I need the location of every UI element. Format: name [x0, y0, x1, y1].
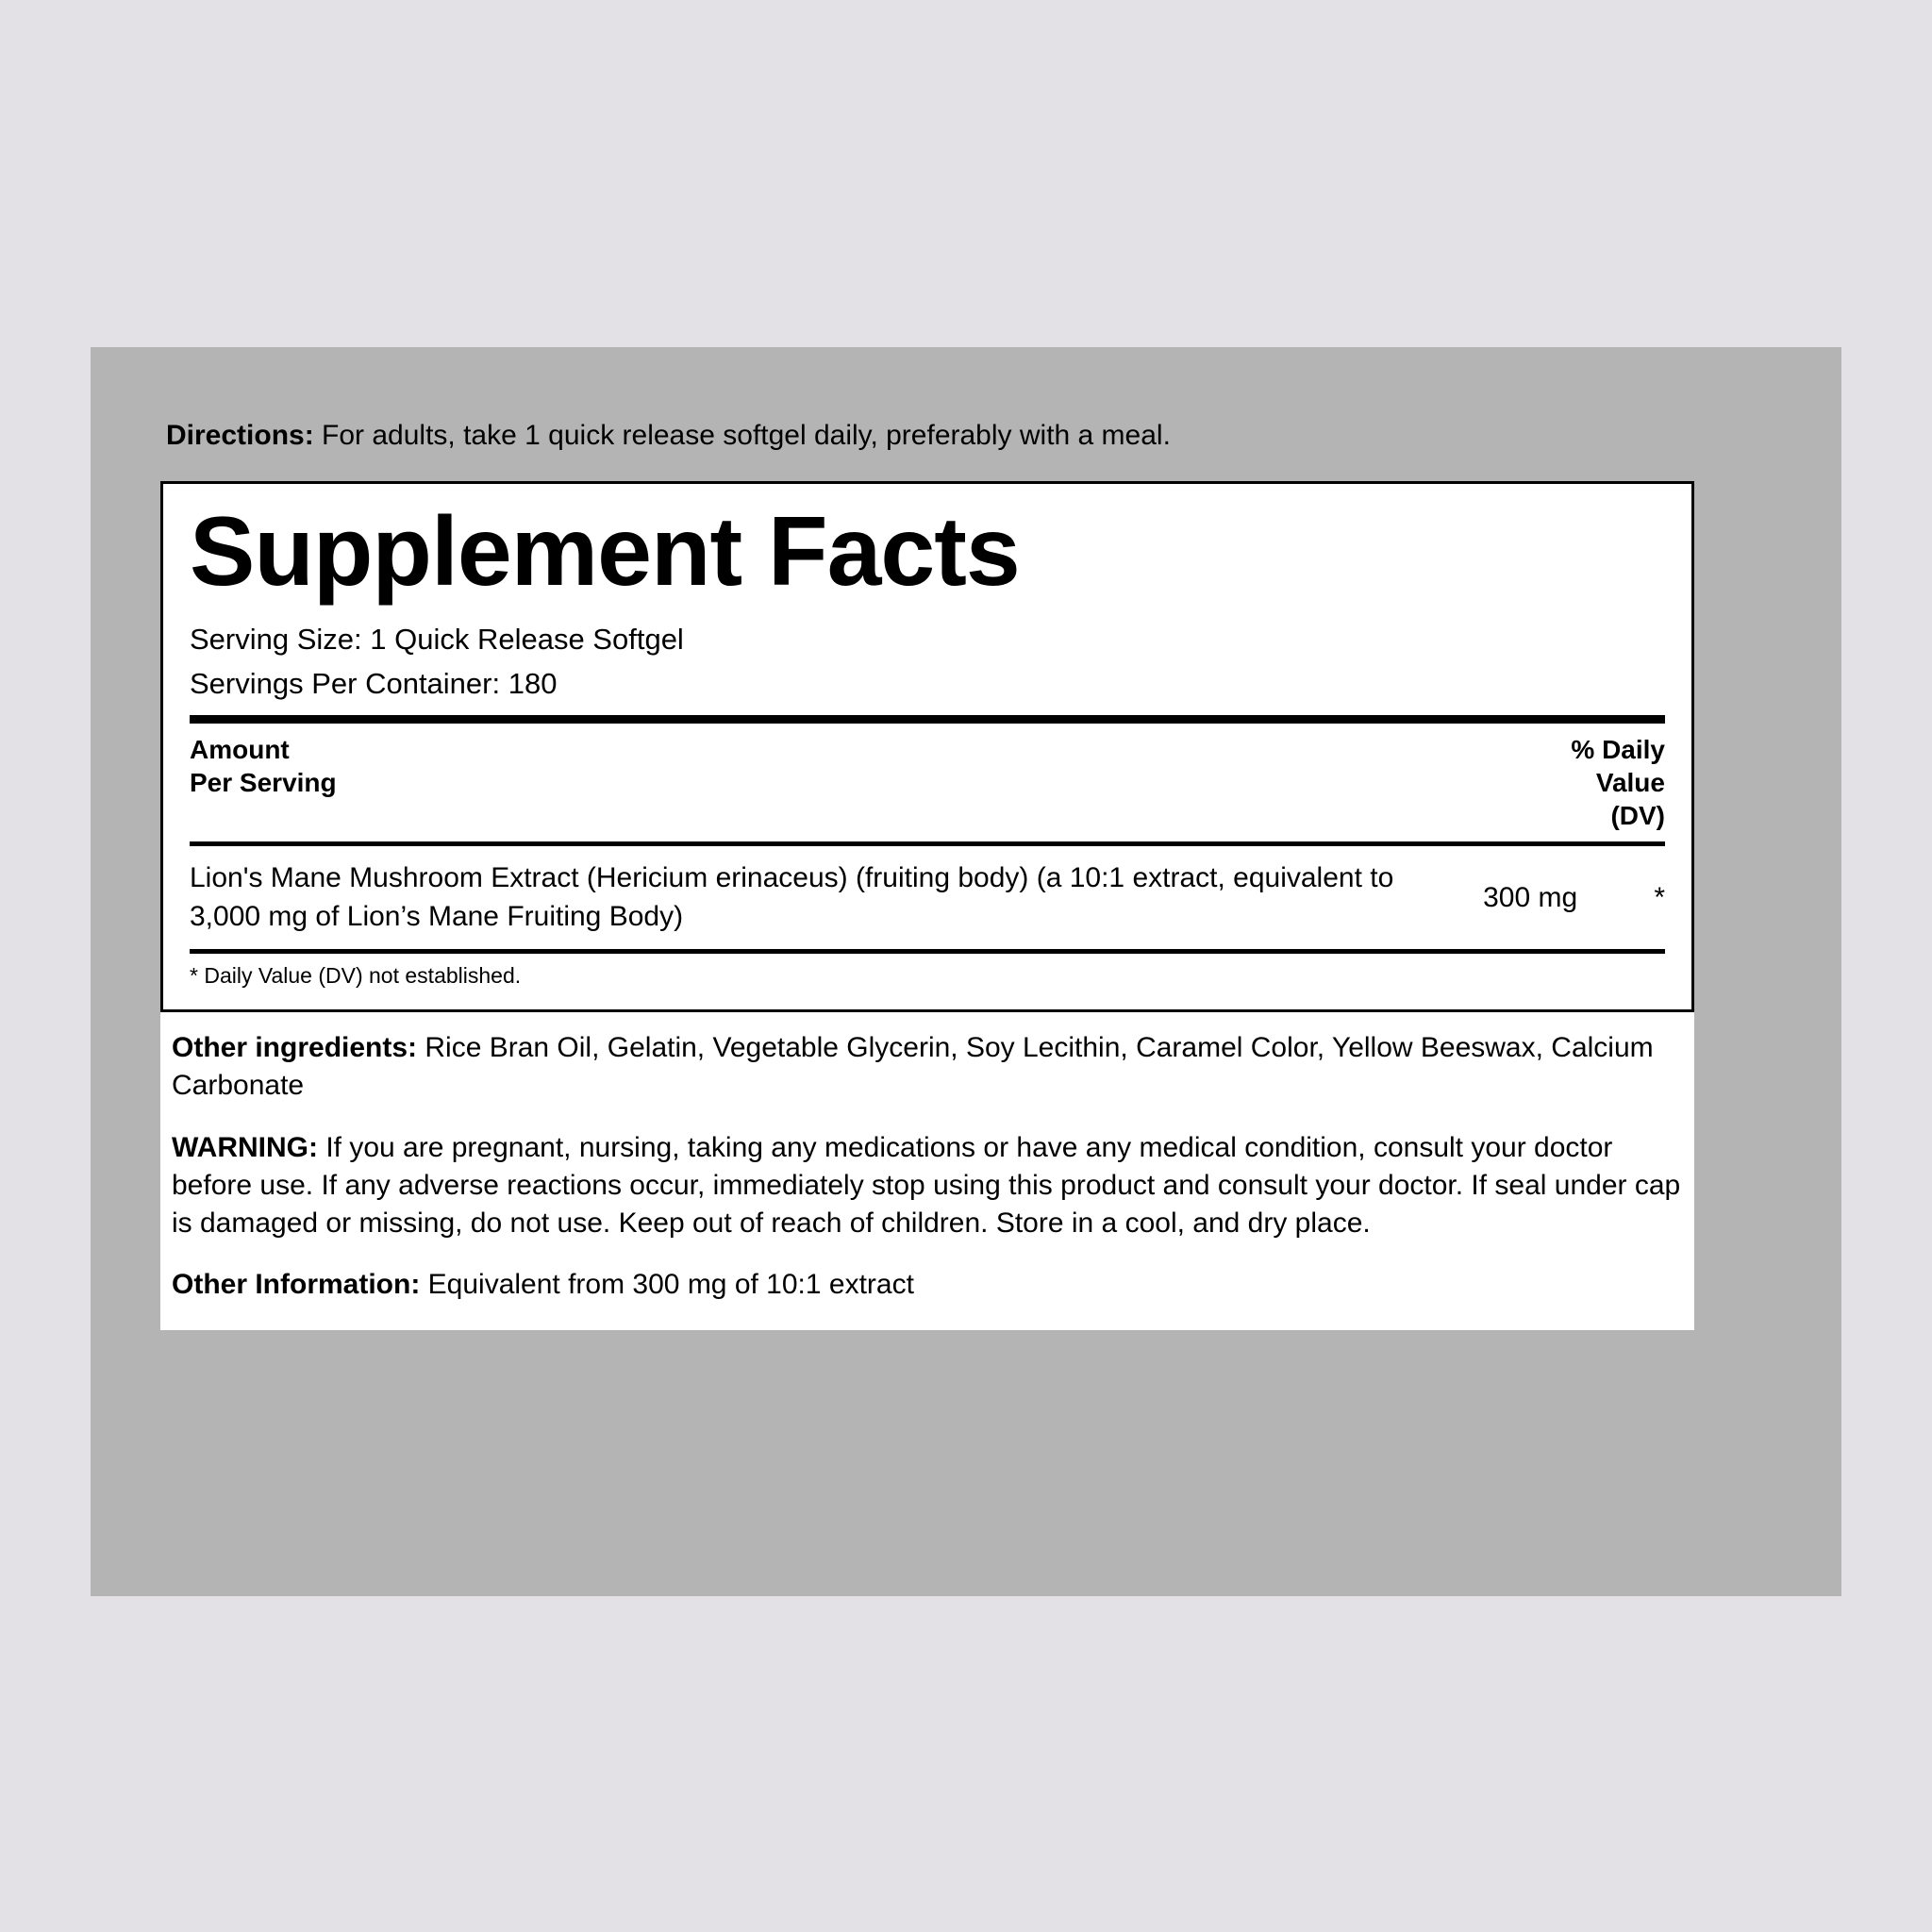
serving-size: Serving Size: 1 Quick Release Softgel: [190, 623, 684, 656]
dv-header-line1: % Daily: [1571, 735, 1665, 764]
table-row: [190, 846, 1665, 949]
warning-label: WARNING:: [172, 1131, 318, 1163]
other-information-text: Equivalent from 300 mg of 10:1 extract: [420, 1269, 914, 1301]
warning-text: If you are pregnant, nursing, taking any medications or have any medical condition, consult your doctor before use. If any adverse reactions occur, immediately stop using this product and consult your doctor. If seal under cap is damaged or missing, do not use. Keep out of reach of children. Store in a cool, and dry place.: [172, 1131, 1681, 1239]
divider-row-bottom: [190, 949, 1665, 954]
warning: [172, 1129, 1683, 1242]
daily-value-footnote: * Daily Value (DV) not established.: [190, 963, 522, 988]
other-ingredients: [172, 1029, 1683, 1105]
label-footer-text: [160, 1012, 1694, 1330]
directions-line: [166, 419, 1770, 453]
divider-thick-top: [190, 715, 1665, 724]
other-ingredients-label: Other ingredients:: [172, 1032, 418, 1063]
supplement-facts-title: Supplement Facts: [190, 497, 1020, 607]
servings-per-container: Servings Per Container: 180: [190, 666, 558, 700]
other-ingredients-text: Rice Bran Oil, Gelatin, Vegetable Glycerin, Soy Lecithin, Caramel Color, Yellow Beeswax, Calcium Carbonate: [172, 1032, 1654, 1101]
directions-label: Directions:: [166, 420, 314, 451]
daily-value-header: [1571, 733, 1665, 832]
amount-per-serving-header: [190, 733, 337, 799]
dv-header-line3: (DV): [1610, 801, 1665, 830]
nutrient-name: Lion's Mane Mushroom Extract (Hericium erinaceus) (fruiting body) (a 10:1 extract, equivalent to 3,000 mg of Lion’s Mane Fruiting Body): [190, 862, 1394, 932]
dv-header-line2: Value: [1595, 768, 1665, 797]
supplement-facts-box: [160, 481, 1694, 1012]
amount-header-line1: Amount: [190, 735, 290, 764]
directions-text: For adults, take 1 quick release softgel daily, preferably with a meal.: [313, 420, 1171, 451]
nutrient-daily-value: *: [1654, 881, 1666, 913]
amount-header-line2: Per Serving: [190, 768, 337, 797]
supplement-label-panel: [91, 347, 1841, 1596]
other-information: [172, 1266, 1683, 1304]
supplement-facts-card: [160, 481, 1694, 1330]
table-header: [190, 733, 1665, 832]
other-information-label: Other Information:: [172, 1269, 421, 1301]
nutrient-amount: 300 mg: [1483, 881, 1578, 913]
